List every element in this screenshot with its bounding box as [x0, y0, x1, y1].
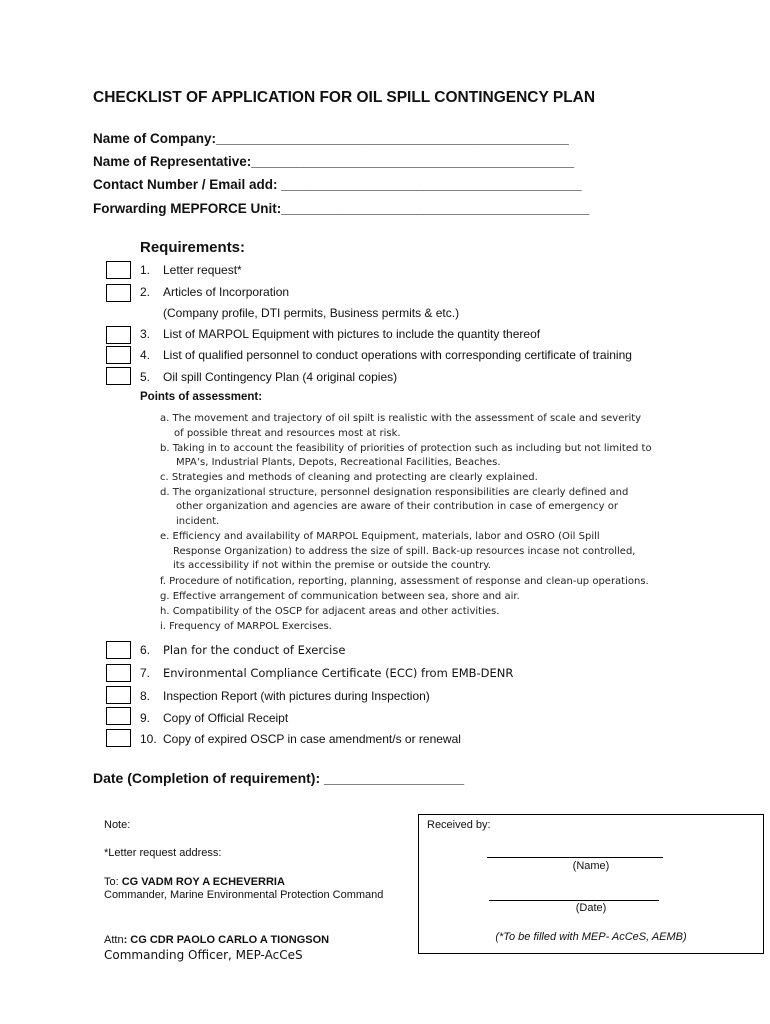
requirement-number: 7. [140, 666, 151, 680]
requirement-inspection-report: Inspection Report (with pictures during Inspection) [163, 689, 430, 703]
attention-line [104, 934, 329, 946]
page-title: CHECKLIST OF APPLICATION FOR OIL SPILL CONTINGENCY PLAN [93, 89, 596, 106]
assessment-point-d: d. The organizational structure, personnel designation responsibilities are clearly defined and [160, 487, 629, 498]
requirement-number: 8. [140, 689, 151, 703]
assessment-point-d-cont: incident. [176, 516, 220, 527]
to-prefix: To: [104, 876, 122, 888]
requirement-expired-oscp: Copy of expired OSCP in case amendment/s or renewal [163, 732, 461, 746]
requirement-qualified-personnel: List of qualified personnel to conduct operations with corresponding certificate of training [163, 348, 632, 362]
requirement-exercise-plan: Plan for the conduct of Exercise [163, 643, 346, 657]
requirement-ecc: Environmental Compliance Certificate (ECC) from EMB-DENR [163, 666, 514, 680]
requirement-number: 3. [140, 327, 151, 341]
assessment-point-f: f. Procedure of notification, reporting, planning, assessment of response and clean-up operations. [160, 576, 649, 587]
requirement-number: 10. [140, 732, 157, 746]
checkbox-8[interactable] [106, 686, 131, 704]
date-signature-line[interactable] [489, 900, 659, 901]
assessment-point-e-cont: Response Organization) to address the size of spill. Back-up resources incase not controlled, [173, 546, 636, 557]
points-of-assessment-heading: Points of assessment: [140, 391, 263, 403]
completion-date-label: Date (Completion of requirement): [93, 770, 325, 786]
requirement-number: 5. [140, 370, 151, 384]
assessment-point-a: a. The movement and trajectory of oil spilt is realistic with the assessment of scale and severity [160, 413, 642, 424]
assessment-point-h: h. Compatibility of the OSCP for adjacent areas and other activities. [160, 606, 500, 617]
checkbox-1[interactable] [106, 261, 131, 279]
received-footer-note: (*To be filled with MEP- AcCeS, AEMB) [495, 931, 687, 943]
mepforce-unit-blank[interactable]: _________________________________________ [281, 201, 590, 216]
checkbox-5[interactable] [106, 367, 131, 385]
requirement-contingency-plan: Oil spill Contingency Plan (4 original copies) [163, 370, 398, 384]
representative-label: Name of Representative: [93, 154, 252, 169]
completion-date-blank[interactable]: __________________ [324, 770, 465, 786]
representative-blank[interactable]: ___________________________________________ [251, 154, 575, 169]
assessment-point-b-cont: MPA’s, Industrial Plants, Depots, Recreational Facilities, Beaches. [176, 457, 501, 468]
assessment-point-b: b. Taking in to account the feasibility of priorities of protection such as including but not limited to [160, 443, 652, 454]
requirement-number: 6. [140, 643, 151, 657]
assessment-point-i: i. Frequency of MARPOL Exercises. [160, 621, 332, 632]
requirement-letter-request: Letter request* [163, 263, 242, 277]
checkbox-6[interactable] [106, 641, 131, 659]
assessment-point-e: e. Efficiency and availability of MARPOL Equipment, materials, labor and OSRO (Oil Spill [160, 531, 600, 542]
attention-title: Commanding Officer, MEP-AcCeS [104, 948, 303, 962]
requirement-official-receipt: Copy of Official Receipt [163, 711, 289, 725]
requirement-number: 2. [140, 285, 151, 299]
date-caption: (Date) [575, 902, 607, 914]
assessment-point-g: g. Effective arrangement of communication between sea, shore and air. [160, 591, 520, 602]
contact-blank[interactable]: ________________________________________ [277, 177, 582, 192]
requirement-number: 4. [140, 348, 151, 362]
company-name-field [93, 131, 569, 146]
contact-field [93, 177, 582, 192]
assessment-point-c: c. Strategies and methods of cleaning and protecting are clearly explained. [160, 472, 538, 483]
checkbox-7[interactable] [106, 664, 131, 682]
letter-address-label: *Letter request address: [104, 847, 222, 859]
checkbox-2[interactable] [106, 284, 131, 302]
attn-prefix: Attn [104, 934, 124, 946]
received-by-label: Received by: [427, 819, 491, 831]
mepforce-unit-field [93, 201, 589, 216]
checkbox-3[interactable] [106, 326, 131, 344]
checkbox-9[interactable] [106, 707, 131, 725]
representative-field [93, 154, 574, 169]
addressee-name: CG VADM ROY A ECHEVERRIA [121, 876, 285, 888]
requirement-articles-detail: (Company profile, DTI permits, Business permits & etc.) [163, 306, 460, 320]
contact-label: Contact Number / Email add: [93, 177, 278, 192]
checkbox-4[interactable] [106, 346, 131, 364]
requirement-number: 1. [140, 263, 151, 277]
requirement-articles: Articles of Incorporation [163, 285, 290, 299]
requirement-marpol-equipment: List of MARPOL Equipment with pictures to include the quantity thereof [163, 327, 541, 341]
addressee-line [104, 876, 285, 888]
received-by-box [418, 814, 764, 954]
assessment-point-e-cont: its accessibility if not within the premise or outside the country. [173, 560, 491, 571]
requirements-heading: Requirements: [140, 239, 246, 256]
completion-date-field [93, 770, 464, 786]
attention-name: : CG CDR PAOLO CARLO A TIONGSON [123, 934, 330, 946]
note-label: Note: [104, 819, 131, 831]
addressee-title: Commander, Marine Environmental Protection Command [104, 889, 384, 901]
name-signature-line[interactable] [487, 857, 663, 858]
company-name-label: Name of Company: [93, 131, 217, 146]
checkbox-10[interactable] [106, 729, 131, 747]
assessment-point-a-cont: of possible threat and resources most at risk. [174, 428, 401, 439]
requirement-number: 9. [140, 711, 151, 725]
name-caption: (Name) [572, 860, 610, 872]
assessment-point-d-cont: other organization and agencies are aware of their contribution in case of emergency or [176, 501, 618, 512]
company-name-blank[interactable]: _______________________________________________ [216, 131, 569, 146]
mepforce-unit-label: Forwarding MEPFORCE Unit: [93, 201, 282, 216]
